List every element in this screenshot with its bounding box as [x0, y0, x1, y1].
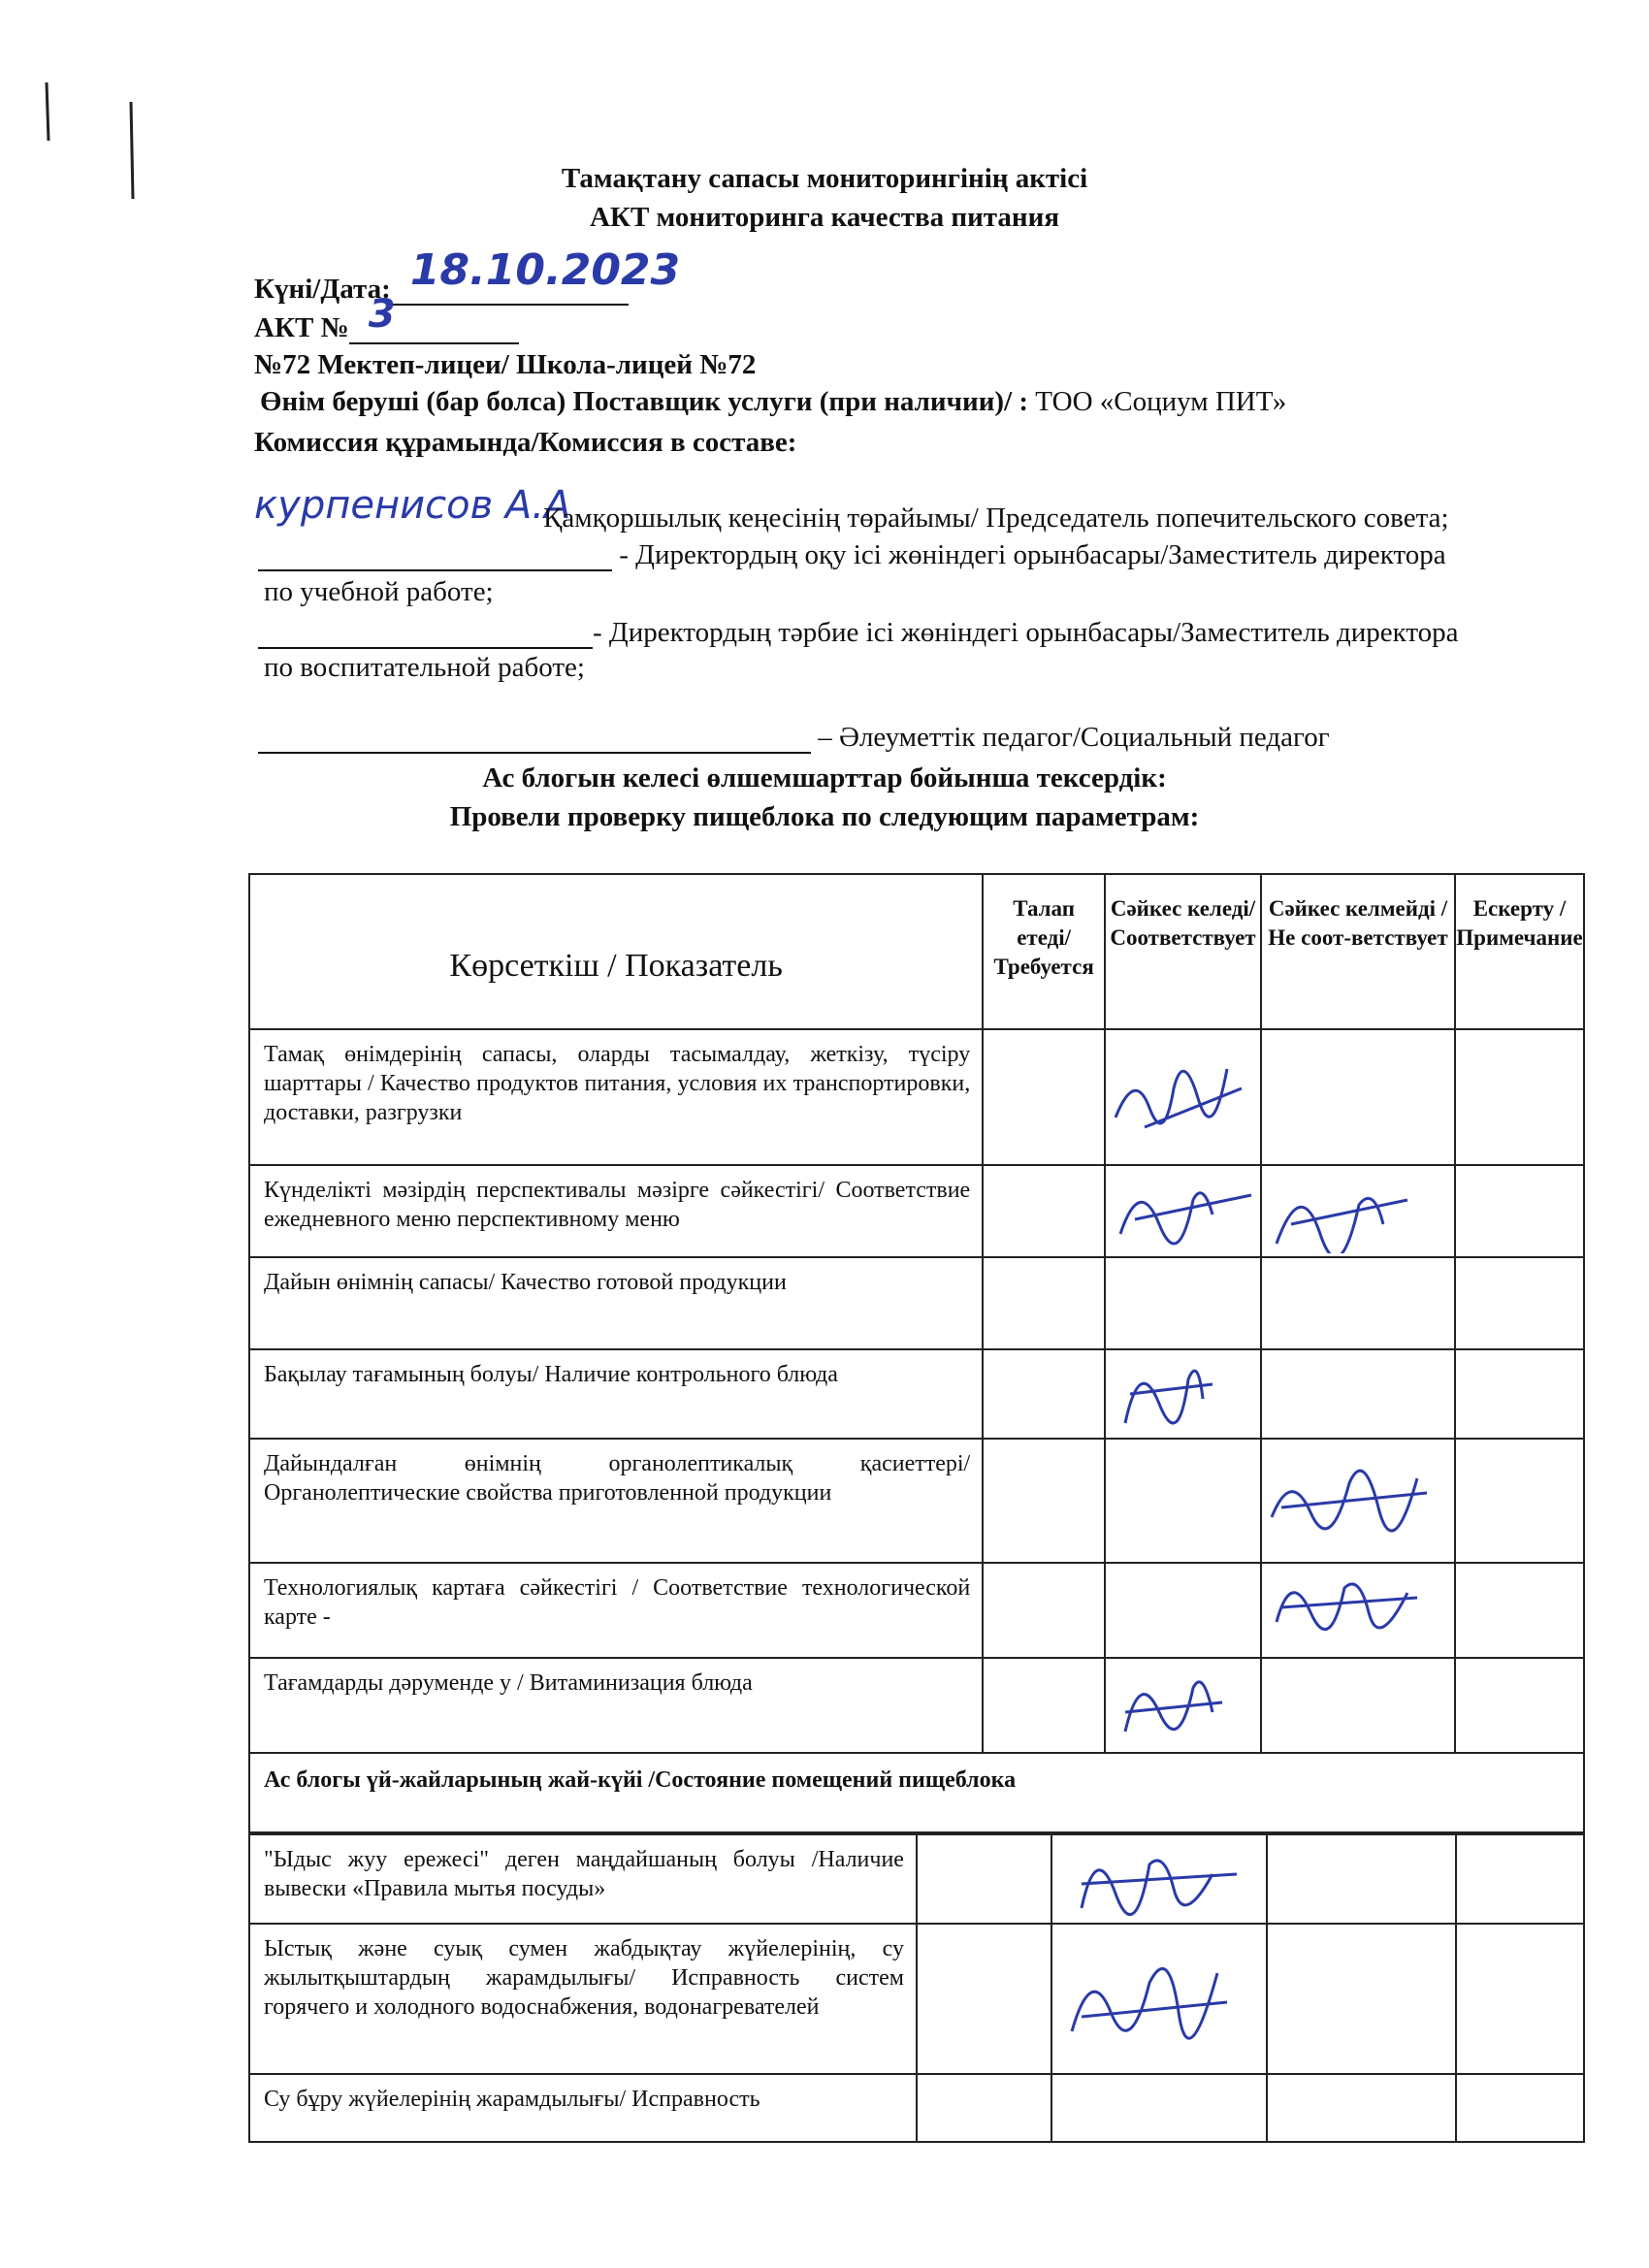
table-row	[249, 1029, 1584, 1165]
required-cell	[983, 1165, 1105, 1257]
social-blank	[258, 725, 811, 754]
supplier-value: ТОО «Социум ПИТ»	[1035, 386, 1287, 417]
indicator-cell: Ыстық және суық сумен жабдықтау жүйелерінің, су жылытқыштардың жарамдылығы/ Исправность систем горячего и холодного водоснабжения, водонагревателей	[249, 1924, 917, 2074]
compliant-cell	[1105, 1165, 1261, 1257]
table-header-row	[249, 874, 1584, 1029]
deputy-edu-role-cont: по воспитательной работе;	[264, 652, 585, 683]
noncompliant-cell	[1261, 1658, 1455, 1753]
compliant-cell	[1105, 1257, 1261, 1349]
school-line: №72 Мектеп-лицеи/ Школа-лицей №72	[254, 349, 757, 380]
indicator-cell: Тамақ өнімдерінің сапасы, оларды тасымалдау, жеткізу, түсіру шарттары / Качество продуктов питания, условия их транспортировки, доставки, разгрузки	[249, 1029, 983, 1165]
inspection-table	[248, 873, 1585, 1833]
noncompliant-cell	[1261, 1563, 1455, 1658]
header-compliant: Сәйкес келеді/ Соответствует	[1105, 874, 1261, 1029]
indicator-cell: Су бұру жүйелерінің жарамдылығы/ Исправность	[249, 2074, 917, 2142]
deputy-study-blank	[258, 542, 612, 571]
act-label: АКТ №	[254, 312, 349, 343]
title-ru: АКТ мониторинга качества питания	[589, 202, 1060, 233]
signature-mark	[1052, 1835, 1266, 1918]
social-role: – Әлеуметтік педагог/Социальный педагог	[818, 722, 1330, 753]
compliant-cell	[1051, 1924, 1267, 2074]
header-noncompliant: Сәйкес келмейді / Не соот-ветствует	[1261, 874, 1455, 1029]
supplier-label: Өнім беруші (бар болса) Поставщик услуги (при наличии)/ :	[260, 386, 1029, 417]
table-row	[249, 1257, 1584, 1349]
chair-signature: курпенисов А.А	[254, 483, 571, 528]
required-cell	[983, 1439, 1105, 1563]
deputy-edu-line	[258, 617, 1459, 649]
indicator-cell: Дайындалған өнімнің органолептикалық қасиеттері/Органолептические свойства приготовленной продукции	[249, 1439, 983, 1563]
note-cell	[1455, 1165, 1584, 1257]
signature-mark	[1262, 1440, 1454, 1556]
compliant-cell	[1105, 1349, 1261, 1439]
noncompliant-cell	[1267, 1834, 1455, 1924]
header-note: Ескерту /Примечание	[1455, 874, 1584, 1029]
section-title: Ас блогы үй-жайларының жай-күйі /Состояние помещений пищеблока	[249, 1753, 1584, 1832]
required-cell	[983, 1563, 1105, 1658]
signature-mark	[1262, 1564, 1454, 1651]
signature-mark	[1106, 1166, 1260, 1253]
required-cell	[917, 1834, 1051, 1924]
table-row	[249, 1834, 1584, 1924]
commission-label: Комиссия құрамында/Комиссия в составе:	[254, 427, 797, 458]
compliant-cell	[1051, 1834, 1267, 1924]
indicator-cell: Технологиялық картаға сәйкестігі / Соответствие технологической карте -	[249, 1563, 983, 1658]
note-cell	[1456, 2074, 1584, 2142]
required-cell	[983, 1257, 1105, 1349]
noncompliant-cell	[1261, 1165, 1455, 1257]
noncompliant-cell	[1261, 1257, 1455, 1349]
required-cell	[983, 1029, 1105, 1165]
premises-table	[248, 1833, 1585, 2143]
note-cell	[1455, 1349, 1584, 1439]
check-ru: Провели проверку пищеблока по следующим параметрам:	[449, 801, 1200, 832]
signature-mark	[1106, 1350, 1260, 1433]
section-row	[249, 1753, 1584, 1832]
note-cell	[1456, 1834, 1584, 1924]
note-cell	[1455, 1257, 1584, 1349]
required-cell	[917, 2074, 1051, 2142]
note-cell	[1455, 1658, 1584, 1753]
signature-mark	[1262, 1166, 1454, 1253]
signature-mark	[1052, 1925, 1266, 2060]
compliant-cell	[1105, 1563, 1261, 1658]
compliant-cell	[1051, 2074, 1267, 2142]
act-line	[254, 292, 519, 344]
noncompliant-cell	[1261, 1349, 1455, 1439]
supplier-line	[260, 386, 1286, 418]
indicator-cell: Күнделікті мәзірдің перспективалы мәзірге сәйкестігі/ Соответствие ежедневного меню перспективному меню	[249, 1165, 983, 1257]
note-cell	[1455, 1439, 1584, 1563]
act-value: 3	[368, 292, 396, 337]
date-value: 18.10.2023	[409, 245, 681, 295]
deputy-study-role-cont: по учебной работе;	[264, 576, 494, 607]
note-cell	[1455, 1563, 1584, 1658]
chair-role: Қамқоршылық кеңесінің төрайымы/ Председатель попечительского совета;	[543, 502, 1449, 534]
compliant-cell	[1105, 1029, 1261, 1165]
noncompliant-cell	[1261, 1439, 1455, 1563]
compliant-cell	[1105, 1439, 1261, 1563]
header-required: Талап етеді/ Требуется	[983, 874, 1105, 1029]
table-row	[249, 1658, 1584, 1753]
required-cell	[983, 1349, 1105, 1439]
title-kz: Тамақтану сапасы мониторингінің актісі	[561, 163, 1088, 194]
signature-mark	[1106, 1030, 1260, 1156]
indicator-cell: "Ыдыс жуу ережесі" деген маңдайшаның болуы /Наличие вывески «Правила мытья посуды»	[249, 1834, 917, 1924]
table-row	[249, 1439, 1584, 1563]
indicator-cell: Дайын өнімнің сапасы/ Качество готовой продукции	[249, 1257, 983, 1349]
check-kz: Ас блогын келесі өлшемшарттар бойынша тексердік:	[482, 762, 1167, 794]
social-line	[258, 722, 1330, 754]
required-cell	[983, 1658, 1105, 1753]
note-cell	[1455, 1029, 1584, 1165]
noncompliant-cell	[1261, 1029, 1455, 1165]
header-indicator: Көрсеткіш / Показатель	[249, 874, 983, 1029]
deputy-edu-role: - Директордың тәрбие ісі жөніндегі орынбасары/Заместитель директора	[593, 617, 1459, 648]
table-row	[249, 1165, 1584, 1257]
required-cell	[917, 1924, 1051, 2074]
table-row	[249, 1924, 1584, 2074]
note-cell	[1456, 1924, 1584, 2074]
compliant-cell	[1105, 1658, 1261, 1753]
date-line	[254, 245, 681, 306]
deputy-study-line	[258, 539, 1446, 571]
indicator-cell: Бақылау тағамының болуы/ Наличие контрольного блюда	[249, 1349, 983, 1439]
signature-mark	[1106, 1659, 1260, 1746]
table-row	[249, 1563, 1584, 1658]
table-row	[249, 2074, 1584, 2142]
noncompliant-cell	[1267, 1924, 1455, 2074]
date-label: Күні/Дата:	[254, 274, 391, 305]
indicator-cell: Тағамдарды дәруменде у / Витаминизация блюда	[249, 1658, 983, 1753]
deputy-study-role: - Директордың оқу ісі жөніндегі орынбасары/Заместитель директора	[619, 539, 1446, 570]
noncompliant-cell	[1267, 2074, 1455, 2142]
deputy-edu-blank	[258, 620, 593, 649]
table-row	[249, 1349, 1584, 1439]
